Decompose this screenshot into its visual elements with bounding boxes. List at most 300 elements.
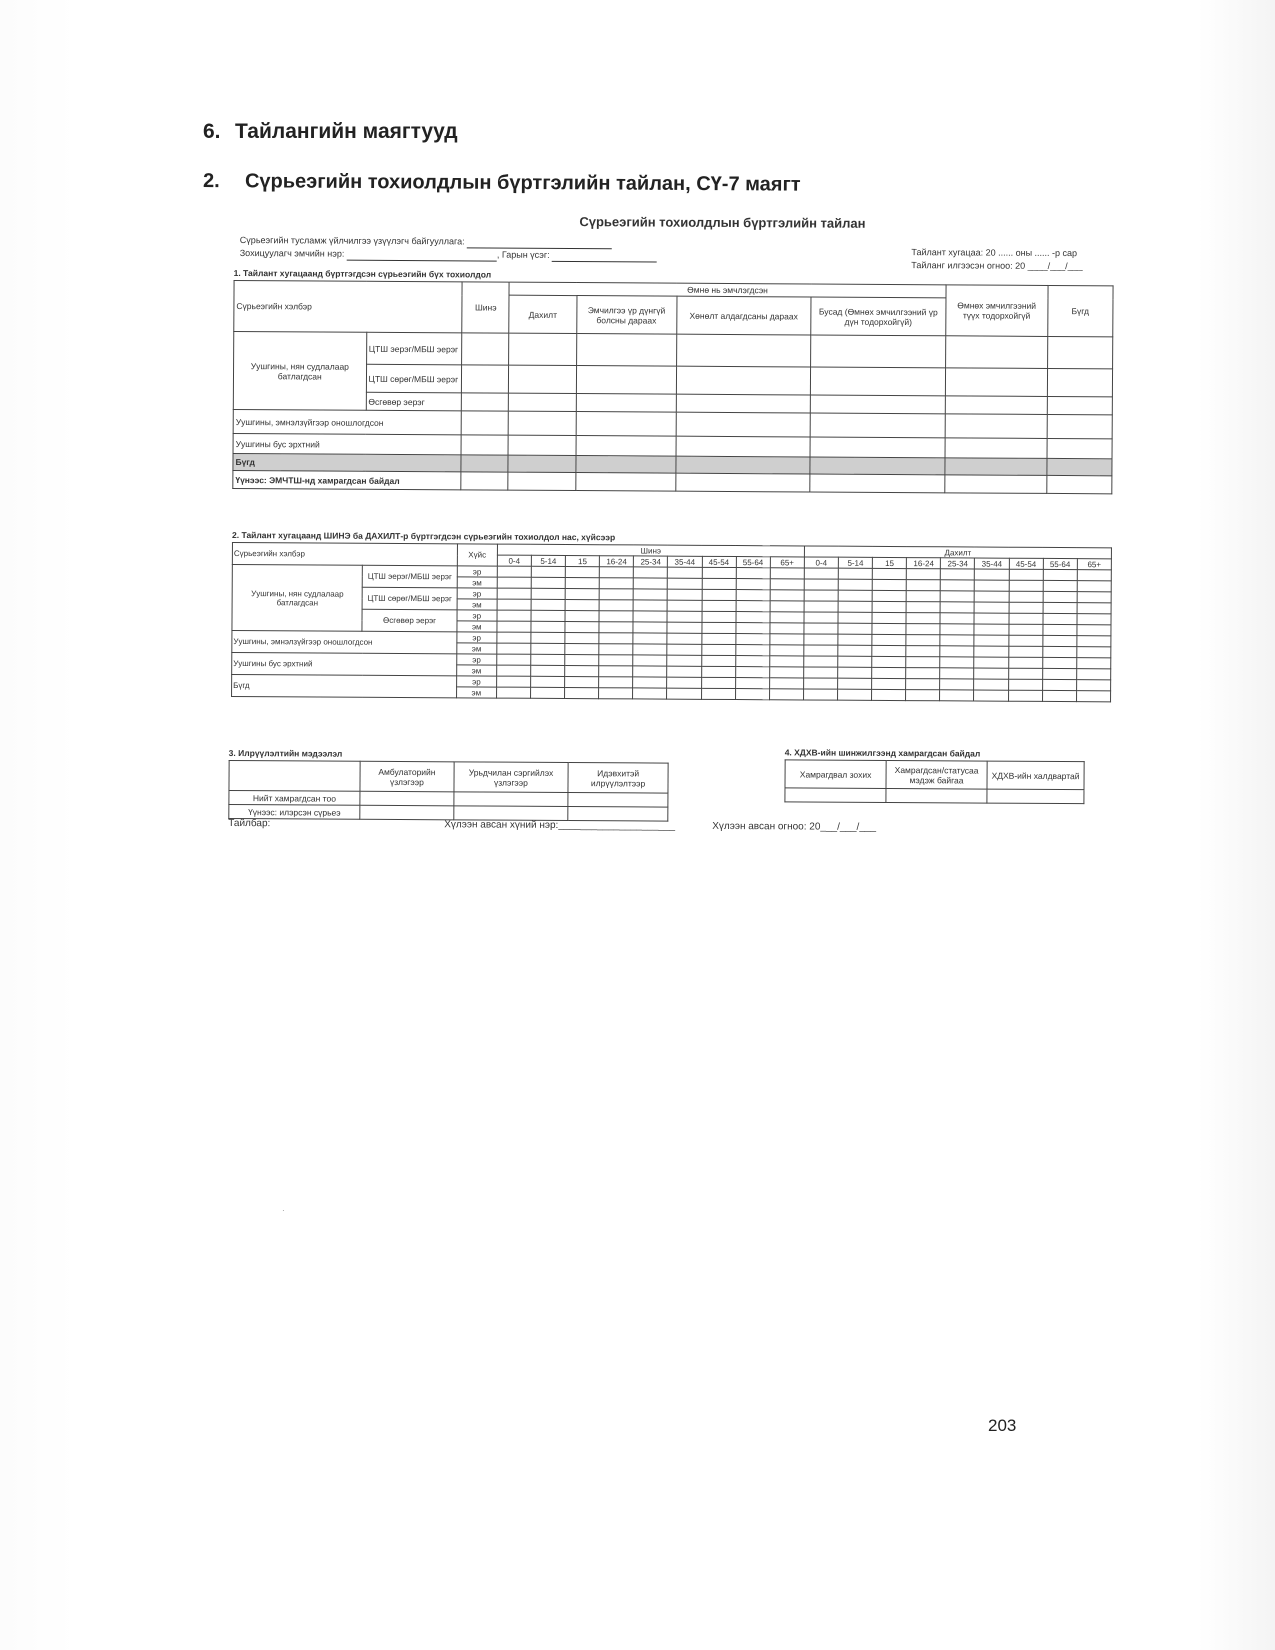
t2-cell[interactable]	[769, 689, 803, 700]
t2-cell[interactable]	[1043, 613, 1077, 624]
t2-sex-female: эм	[457, 643, 497, 654]
t2-cell[interactable]	[736, 612, 770, 623]
t2-cell[interactable]	[497, 632, 531, 643]
t1-row-total: Бүгд	[233, 453, 462, 471]
t2-cell[interactable]	[769, 656, 803, 667]
t2-cell[interactable]	[940, 679, 974, 690]
t1-group-bacterio: Уушгины, нян судлалаар батлагдсан	[233, 331, 366, 410]
signature-field[interactable]	[552, 252, 657, 263]
t2-cell[interactable]	[906, 668, 940, 679]
t2-cell[interactable]	[565, 676, 599, 687]
t2-cell[interactable]	[633, 611, 667, 622]
t2-cell[interactable]	[1077, 614, 1111, 625]
t2-cell[interactable]	[496, 687, 530, 698]
t2-cell[interactable]	[940, 668, 974, 679]
t2-cell[interactable]	[565, 621, 599, 632]
t2-cell[interactable]	[1009, 580, 1043, 591]
t3-header-ambulatory: Амбулаторийн үзлэгээр	[360, 761, 454, 792]
t2-cell[interactable]	[1077, 658, 1111, 669]
t2-cell[interactable]	[1009, 569, 1043, 580]
t2-cell[interactable]	[667, 688, 701, 699]
t2-cell[interactable]	[667, 600, 701, 611]
t2-cell[interactable]	[497, 599, 531, 610]
t2-cell[interactable]	[872, 678, 906, 689]
t2-cell[interactable]	[804, 579, 838, 590]
t2-cell[interactable]	[1043, 580, 1077, 591]
t2-cell[interactable]	[497, 610, 531, 621]
t2-cell[interactable]	[736, 568, 770, 579]
t1-row-smear-pos: ЦТШ эерэг/МБШ эерэг	[366, 332, 462, 365]
t2-cell[interactable]	[633, 600, 667, 611]
t2-cell[interactable]	[565, 687, 599, 698]
t2-cell[interactable]	[633, 677, 667, 688]
signature-label: , Гарын үсэг:	[496, 249, 550, 260]
t2-cell[interactable]	[701, 644, 735, 655]
t2-relapse-age-0: 0-4	[804, 557, 838, 568]
t2-cell[interactable]	[1042, 657, 1076, 668]
t2-cell[interactable]	[1077, 592, 1111, 603]
t2-cell[interactable]	[736, 623, 770, 634]
note-label: Тайлбар:	[228, 817, 271, 830]
t2-cell[interactable]	[770, 634, 804, 645]
t2-cell[interactable]	[633, 622, 667, 633]
t2-cell[interactable]	[838, 678, 872, 689]
t2-cell[interactable]	[906, 690, 940, 701]
t2-cell[interactable]	[974, 690, 1008, 701]
t2-cell[interactable]	[975, 602, 1009, 613]
t2-cell[interactable]	[838, 689, 872, 700]
form-header-left	[240, 234, 658, 263]
t2-cell[interactable]	[804, 623, 838, 634]
t2-cell[interactable]	[838, 634, 872, 645]
t2-cell[interactable]	[1008, 690, 1042, 701]
t2-cell[interactable]	[565, 599, 599, 610]
t2-cell[interactable]	[838, 667, 872, 678]
t2-cell[interactable]	[940, 613, 974, 624]
t2-cell[interactable]	[565, 643, 599, 654]
t2-cell[interactable]	[565, 632, 599, 643]
t2-cell[interactable]	[906, 580, 940, 591]
t2-cell[interactable]	[1009, 624, 1043, 635]
t2-cell[interactable]	[497, 654, 531, 665]
t2-new-age-8: 65+	[770, 557, 804, 568]
t2-cell[interactable]	[599, 611, 633, 622]
t2-cell[interactable]	[872, 623, 906, 634]
t2-cell[interactable]	[599, 644, 633, 655]
t2-cell[interactable]	[974, 613, 1008, 624]
t2-cell[interactable]	[736, 590, 770, 601]
t2-cell[interactable]	[906, 624, 940, 635]
t2-cell[interactable]	[701, 688, 735, 699]
t2-cell[interactable]	[633, 589, 667, 600]
t2-cell[interactable]	[1009, 602, 1043, 613]
scan-speck: ·	[282, 1206, 285, 1215]
t2-cell[interactable]	[668, 567, 702, 578]
t2-cell[interactable]	[701, 633, 735, 644]
table3	[228, 760, 668, 822]
t2-relapse-age-5: 35-44	[975, 558, 1009, 569]
t1-header-after-failure: Эмчилгээ үр дүнгүй болсны дараах	[576, 296, 676, 335]
t2-cell[interactable]	[940, 602, 974, 613]
t1-header-after-loss: Хөнөлт алдагдсаны дараах	[676, 296, 811, 335]
t2-cell[interactable]	[770, 645, 804, 656]
table1	[232, 280, 1113, 494]
t2-new-age-4: 25-34	[634, 556, 668, 567]
form-title: Сүрьеэгийн тохиолдлын бүртгэлийн тайлан	[579, 214, 866, 231]
t3-row-detected: Үүнээс: илэрсэн сүрьеэ	[229, 804, 360, 819]
t2-cell[interactable]	[770, 579, 804, 590]
t2-cell[interactable]	[702, 600, 736, 611]
t2-label-smear-neg: ЦТШ сөрөг/МБШ эерэг	[362, 587, 456, 610]
t2-new-age-5: 35-44	[668, 556, 702, 567]
t2-cell[interactable]	[735, 634, 769, 645]
t2-cell[interactable]	[531, 621, 565, 632]
t3-row-total: Нийт хамрагдсан тоо	[229, 790, 360, 805]
t2-cell[interactable]	[941, 569, 975, 580]
t2-cell[interactable]	[1043, 624, 1077, 635]
t2-header-form: Сүрьеэгийн хэлбэр	[232, 542, 457, 565]
t2-cell[interactable]	[1076, 680, 1110, 691]
t2-cell[interactable]	[736, 579, 770, 590]
receiver-label: Хүлээн авсан хүний нэр:_____________________	[444, 819, 676, 832]
t4-header-hiv-positive: ХДХВ-ийн халдвартай	[987, 761, 1084, 790]
t2-cell[interactable]	[1076, 691, 1110, 702]
t2-group-bacterio: Уушгины, нян судлалаар батлагдсан	[232, 564, 363, 631]
t2-header-new: Шинэ	[497, 544, 804, 557]
t2-cell[interactable]	[633, 688, 667, 699]
t2-sex-male: эр	[457, 632, 497, 643]
t2-cell[interactable]	[1042, 668, 1076, 679]
doctor-label: Зохицуулагч эмчийн нэр:	[239, 247, 345, 259]
t2-cell[interactable]	[1076, 669, 1110, 680]
t2-cell[interactable]	[1043, 602, 1077, 613]
t2-cell[interactable]	[769, 678, 803, 689]
t2-cell[interactable]	[565, 566, 599, 577]
t2-cell[interactable]	[531, 676, 565, 687]
t2-cell[interactable]	[565, 577, 599, 588]
t2-new-age-0: 0-4	[497, 555, 531, 566]
t2-header-sex: Хүйс	[457, 544, 497, 566]
org-label: Сүрьеэгийн тусламж үйлчилгээ үзүүлэгч байгууллага:	[239, 234, 465, 247]
t2-cell[interactable]	[906, 635, 940, 646]
t2-cell[interactable]	[599, 567, 633, 578]
t2-cell[interactable]	[599, 600, 633, 611]
t2-cell[interactable]	[803, 689, 837, 700]
t2-cell[interactable]	[940, 635, 974, 646]
t2-cell[interactable]	[804, 645, 838, 656]
t2-sex-male: эр	[456, 676, 496, 687]
t2-cell[interactable]	[599, 666, 633, 677]
t2-cell[interactable]	[531, 566, 565, 577]
t2-cell[interactable]	[667, 633, 701, 644]
form-header-right	[911, 246, 1083, 273]
t2-cell[interactable]	[531, 610, 565, 621]
t2-cell[interactable]	[906, 591, 940, 602]
t2-cell[interactable]	[530, 687, 564, 698]
t2-cell[interactable]	[1043, 591, 1077, 602]
table4-section	[784, 747, 1084, 804]
t2-cell[interactable]	[565, 610, 599, 621]
t2-cell[interactable]	[872, 645, 906, 656]
t2-cell[interactable]	[565, 654, 599, 665]
table4-caption: 4. ХДХВ-ийн шинжилгээнд хамрагдсан байдал	[784, 747, 981, 759]
t2-cell[interactable]	[940, 657, 974, 668]
t2-cell[interactable]	[599, 589, 633, 600]
t2-cell[interactable]	[1008, 668, 1042, 679]
t2-cell[interactable]	[974, 657, 1008, 668]
t2-cell[interactable]	[497, 577, 531, 588]
t2-sex-male: эр	[456, 654, 496, 665]
t2-cell[interactable]	[497, 665, 531, 676]
t2-cell[interactable]	[702, 578, 736, 589]
t2-cell[interactable]	[496, 676, 530, 687]
t2-sex-male: эр	[457, 610, 497, 621]
t2-cell[interactable]	[1077, 581, 1111, 592]
t2-cell[interactable]	[975, 580, 1009, 591]
t2-cell[interactable]	[975, 569, 1009, 580]
t2-cell[interactable]	[599, 688, 633, 699]
t2-cell[interactable]	[940, 646, 974, 657]
t2-cell[interactable]	[735, 667, 769, 678]
t1-header-new: Шинэ	[462, 282, 509, 333]
t2-cell[interactable]	[872, 590, 906, 601]
t2-cell[interactable]	[1009, 613, 1043, 624]
t2-cell[interactable]	[701, 677, 735, 688]
t2-cell[interactable]	[1008, 646, 1042, 657]
t2-cell[interactable]	[838, 623, 872, 634]
t3-header-active: Идэвхитэй илрүүлэлтээр	[568, 763, 668, 794]
t2-cell[interactable]	[599, 655, 633, 666]
t2-cell[interactable]	[667, 666, 701, 677]
t2-cell[interactable]	[974, 635, 1008, 646]
t2-cell[interactable]	[735, 645, 769, 656]
t2-cell[interactable]	[497, 566, 531, 577]
t2-cell[interactable]	[906, 613, 940, 624]
t2-cell[interactable]	[906, 657, 940, 668]
t2-cell[interactable]	[1077, 625, 1111, 636]
t1-header-relapse: Дахилт	[509, 295, 577, 333]
t1-header-prev-treated: Өмнө нь эмчлэгдсэн	[509, 282, 945, 298]
t2-cell[interactable]	[735, 689, 769, 700]
t2-relapse-age-2: 15	[872, 557, 906, 568]
received-date-label: Хүлээн авсан огноо: 20___/___/___	[712, 820, 877, 833]
t2-cell[interactable]	[667, 611, 701, 622]
t2-cell[interactable]	[1077, 603, 1111, 614]
t2-sex-female: эм	[457, 621, 497, 632]
t2-cell[interactable]	[497, 588, 531, 599]
t2-cell[interactable]	[667, 622, 701, 633]
t2-cell[interactable]	[702, 589, 736, 600]
t2-new-age-2: 15	[565, 555, 599, 566]
t2-cell[interactable]	[1042, 690, 1076, 701]
t2-cell[interactable]	[974, 668, 1008, 679]
t2-cell[interactable]	[531, 665, 565, 676]
t2-cell[interactable]	[634, 567, 668, 578]
t2-cell[interactable]	[531, 643, 565, 654]
t2-cell[interactable]	[633, 666, 667, 677]
t2-cell[interactable]	[702, 611, 736, 622]
t2-cell[interactable]	[940, 690, 974, 701]
t2-cell[interactable]	[804, 590, 838, 601]
t2-new-age-6: 45-54	[702, 556, 736, 567]
t1-row-extra-pulm: Уушгины бус эрхтний	[233, 433, 462, 454]
t2-cell[interactable]	[1009, 591, 1043, 602]
t2-cell[interactable]	[736, 601, 770, 612]
t2-cell[interactable]	[599, 578, 633, 589]
table2	[231, 542, 1112, 702]
t2-cell[interactable]	[974, 624, 1008, 635]
t2-cell[interactable]	[804, 667, 838, 678]
t2-cell[interactable]	[1042, 679, 1076, 690]
t2-cell[interactable]	[838, 612, 872, 623]
table2-caption: 2. Тайлант хугацаанд ШИНЭ ба ДАХИЛТ-р бүртгэгдсэн сүрьеэгийн тохиолдол нас, хүйсээр	[231, 529, 616, 543]
t2-cell[interactable]	[1077, 647, 1111, 658]
t2-cell[interactable]	[941, 580, 975, 591]
t2-label-clin-dx: Уушгины, эмнэлзүйгээр оношлогдсон	[232, 630, 457, 653]
t2-cell[interactable]	[599, 622, 633, 633]
t2-cell[interactable]	[735, 678, 769, 689]
t2-cell[interactable]	[1077, 570, 1111, 581]
t2-cell[interactable]	[702, 567, 736, 578]
t2-relapse-age-1: 5-14	[838, 557, 872, 568]
t2-sex-female: эм	[456, 665, 496, 676]
t2-sex-female: эм	[457, 577, 497, 588]
t1-row-hiv-coverage: Үүнээс: ЭМЧТШ-нд хамрагдсан байдал	[233, 470, 462, 489]
t2-cell[interactable]	[838, 568, 872, 579]
t2-cell[interactable]	[838, 645, 872, 656]
t2-cell[interactable]	[872, 634, 906, 645]
table3-caption: 3. Илрүүлэлтийн мэдээлэл	[228, 747, 343, 759]
t2-cell[interactable]	[1043, 635, 1077, 646]
t2-cell[interactable]	[497, 643, 531, 654]
t1-header-total: Бүгд	[1047, 285, 1113, 336]
t2-cell[interactable]	[838, 601, 872, 612]
t2-cell[interactable]	[667, 677, 701, 688]
t2-cell[interactable]	[974, 646, 1008, 657]
t2-cell[interactable]	[565, 588, 599, 599]
t2-cell[interactable]	[872, 689, 906, 700]
t2-cell[interactable]	[906, 679, 940, 690]
t1-row-clin-dx: Уушгины, эмнэлзүйгээр оношлогдсон	[233, 409, 462, 434]
t1-header-other: Бусад (Өмнөх эмчилгээний үр дүн тодорхойгүй)	[811, 297, 946, 336]
t2-cell[interactable]	[941, 591, 975, 602]
t2-cell[interactable]	[633, 644, 667, 655]
t2-cell[interactable]	[907, 569, 941, 580]
t2-cell[interactable]	[804, 656, 838, 667]
t2-new-age-7: 55-64	[736, 557, 770, 568]
t2-cell[interactable]	[770, 590, 804, 601]
t1-row-smear-neg: ЦТШ сөрөг/МБШ эерэг	[366, 364, 462, 393]
t2-cell[interactable]	[531, 599, 565, 610]
t2-cell[interactable]	[770, 568, 804, 579]
t2-sex-male: эр	[457, 566, 497, 577]
t2-label-smear-pos: ЦТШ эерэг/МБШ эерэг	[363, 565, 457, 588]
t2-cell[interactable]	[599, 677, 633, 688]
t2-cell[interactable]	[872, 667, 906, 678]
t2-cell[interactable]	[701, 622, 735, 633]
t2-cell[interactable]	[531, 577, 565, 588]
t2-cell[interactable]	[838, 656, 872, 667]
t2-sex-female: эм	[457, 599, 497, 610]
t2-new-age-3: 16-24	[600, 556, 634, 567]
t2-relapse-age-8: 65+	[1077, 559, 1111, 570]
t2-cell[interactable]	[633, 578, 667, 589]
table4	[784, 759, 1084, 804]
t2-cell[interactable]	[906, 646, 940, 657]
t2-cell[interactable]	[804, 634, 838, 645]
t2-cell[interactable]	[1042, 646, 1076, 657]
t2-cell[interactable]	[974, 679, 1008, 690]
t2-label-total: Бүгд	[232, 674, 457, 697]
t2-cell[interactable]	[633, 655, 667, 666]
doctor-field[interactable]	[347, 251, 497, 262]
t2-cell[interactable]	[975, 591, 1009, 602]
t2-cell[interactable]	[804, 678, 838, 689]
t2-cell[interactable]	[804, 601, 838, 612]
t2-relapse-age-3: 16-24	[907, 558, 941, 569]
t2-label-cult-pos: Өсгөвөр эерэг	[362, 609, 456, 632]
t2-relapse-age-7: 55-64	[1043, 558, 1077, 569]
t2-cell[interactable]	[735, 656, 769, 667]
t2-cell[interactable]	[1008, 679, 1042, 690]
t2-relapse-age-6: 45-54	[1009, 558, 1043, 569]
t1-header-form: Сүрьеэгийн хэлбэр	[234, 280, 463, 332]
t2-cell[interactable]	[804, 612, 838, 623]
t2-header-relapse: Дахилт	[804, 546, 1111, 559]
t2-cell[interactable]	[531, 588, 565, 599]
sent-date-label: Тайланг илгээсэн огноо: 20 ____/___/___	[911, 260, 1083, 272]
t2-relapse-age-4: 25-34	[941, 558, 975, 569]
t2-cell[interactable]	[1008, 657, 1042, 668]
t2-cell[interactable]	[1008, 635, 1042, 646]
t2-cell[interactable]	[701, 655, 735, 666]
t2-cell[interactable]	[531, 632, 565, 643]
table1-caption: 1. Тайлант хугацаанд бүртгэгдсэн сүрьеэгийн бүх тохиолдол	[233, 267, 492, 280]
t2-cell[interactable]	[667, 655, 701, 666]
t3-header-preventive: Урьдчилан сэргийлэх үзлэгээр	[454, 762, 569, 793]
t2-cell[interactable]	[838, 590, 872, 601]
t2-cell[interactable]	[599, 633, 633, 644]
t2-cell[interactable]	[769, 667, 803, 678]
t2-cell[interactable]	[872, 579, 906, 590]
t2-cell[interactable]	[838, 579, 872, 590]
t2-cell[interactable]	[497, 621, 531, 632]
t2-cell[interactable]	[1043, 569, 1077, 580]
t2-cell[interactable]	[872, 601, 906, 612]
t2-cell[interactable]	[668, 589, 702, 600]
t2-cell[interactable]	[531, 654, 565, 665]
t2-cell[interactable]	[906, 602, 940, 613]
t2-cell[interactable]	[872, 612, 906, 623]
t2-cell[interactable]	[565, 665, 599, 676]
t2-cell[interactable]	[872, 568, 906, 579]
t2-cell[interactable]	[668, 578, 702, 589]
t2-cell[interactable]	[770, 623, 804, 634]
t2-cell[interactable]	[770, 601, 804, 612]
t2-cell[interactable]	[667, 644, 701, 655]
t2-cell[interactable]	[940, 624, 974, 635]
t4-header-status-known: Хамрагдсан/статусаа мэдэж байгаа	[886, 760, 987, 789]
t2-cell[interactable]	[701, 666, 735, 677]
subsection-heading: 2. Сүрьеэгийн тохиолдлын бүртгэлийн тайлан, СҮ-7 маягт	[202, 170, 801, 196]
t2-cell[interactable]	[633, 633, 667, 644]
t2-cell[interactable]	[770, 612, 804, 623]
t2-cell[interactable]	[1077, 636, 1111, 647]
t2-label-extra-pulm: Уушгины бус эрхтний	[232, 652, 457, 675]
t2-cell[interactable]	[872, 656, 906, 667]
t1-header-unknown-history: Өмнөх эмчилгээний түүх тодорхойгүй	[945, 285, 1047, 337]
t2-cell[interactable]	[804, 568, 838, 579]
